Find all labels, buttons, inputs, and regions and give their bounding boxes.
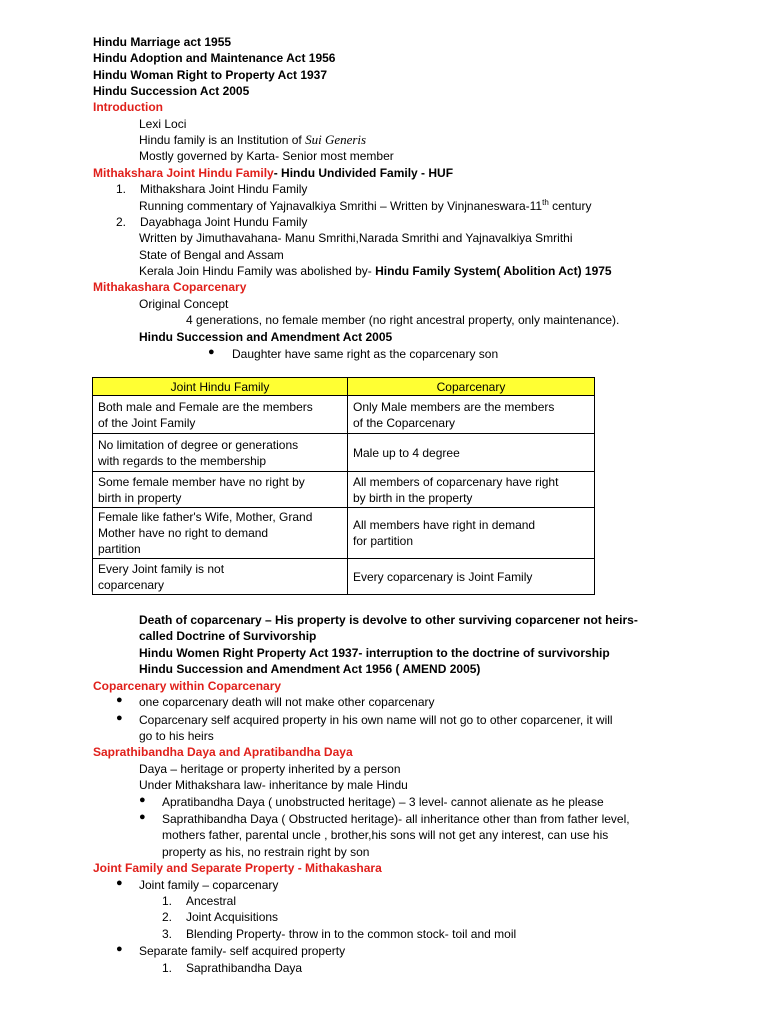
list-item: 3. Blending Property- throw in to the common stock- toil and moil: [162, 927, 517, 941]
cwc-bullet-2-line-2: go to his heirs: [139, 729, 214, 743]
act-line-3: Hindu Woman Right to Property Act 1937: [93, 68, 328, 82]
table-cell: Every coparcenary is Joint Family: [348, 559, 595, 595]
survivorship-line-2: called Doctrine of Survivorship: [139, 629, 317, 643]
cwc-bullet-2-line-1: Coparcenary self acquired property in his own name will not go to other coparcener, it will: [139, 713, 613, 727]
table-header-coparcenary: Coparcenary: [348, 378, 595, 396]
comparison-table: [92, 377, 595, 595]
jfsp-bullet-2: Separate family- self acquired property: [139, 944, 346, 958]
table-cell: All members of coparcenary have right by birth in the property: [348, 472, 595, 508]
list-item: 2. Joint Acquisitions: [162, 910, 279, 924]
table-cell: No limitation of degree or generations with regards to the membership: [93, 434, 348, 472]
bullet-icon: ●: [139, 794, 146, 806]
jfsp-bullet-1: Joint family – coparcenary: [139, 878, 279, 892]
daya-line-1: Daya – heritage or property inherited by a person: [139, 762, 401, 776]
list-item: 1. Ancestral: [162, 894, 237, 908]
table-row: [93, 472, 595, 508]
amend-2005-line: Hindu Succession and Amendment Act 2005: [139, 330, 393, 344]
table-cell: All members have right in demand for partition: [348, 508, 595, 559]
mjhf-item-2-detail-1: Written by Jimuthavahana- Manu Smrithi,Narada Smrithi and Yajnavalkiya Smrithi: [139, 231, 573, 245]
table-cell: Every Joint family is not coparcenary: [93, 559, 348, 595]
table-row: [93, 434, 595, 472]
cwc-heading: Coparcenary within Coparcenary: [93, 679, 282, 693]
daughter-line: Daughter have same right as the coparcenary son: [232, 347, 499, 361]
act-line-4: Hindu Succession Act 2005: [93, 84, 250, 98]
daya-line-2: Under Mithakshara law- inheritance by male Hindu: [139, 778, 408, 792]
mjhf-heading: Mithakshara Joint Hindu Family- Hindu Undivided Family - HUF: [93, 166, 454, 180]
bullet-icon: ●: [116, 943, 123, 955]
table-cell: Some female member have no right by birth in property: [93, 472, 348, 508]
act-line-1: Hindu Marriage act 1955: [93, 35, 232, 49]
table-cell: Only Male members are the members of the Coparcenary: [348, 396, 595, 434]
mjhf-item-2-detail-2: State of Bengal and Assam: [139, 248, 284, 262]
mjhf-item-1-detail: Running commentary of Yajnavalkiya Smrithi – Written by Vinjnaneswara-11th century: [139, 198, 592, 213]
bullet-icon: ●: [208, 346, 215, 358]
list-item: 1. Saprathibandha Daya: [162, 961, 303, 975]
jfsp-heading: Joint Family and Separate Property - Mithakashara: [93, 861, 382, 875]
generations-line: 4 generations, no female member (no right ancestral property, only maintenance).: [186, 313, 620, 327]
survivorship-line-4: Hindu Succession and Amendment Act 1956 ( AMEND 2005): [139, 662, 481, 676]
survivorship-line-1: Death of coparcenary – His property is devolve to other surviving coparcener not heirs-: [139, 613, 638, 627]
table-cell: Male up to 4 degree: [348, 434, 595, 472]
cwc-bullet-1: one coparcenary death will not make other coparcenary: [139, 695, 435, 709]
daya-bullet-2-line-3: property as his, no restrain right by son: [162, 845, 370, 859]
mjhf-item-2: 2. Dayabhaga Joint Hundu Family: [116, 215, 308, 229]
table-header-row: [93, 378, 595, 396]
table-row: [93, 559, 595, 595]
daya-bullet-1: Apratibandha Daya ( unobstructed heritage) – 3 level- cannot alienate as he please: [162, 795, 604, 809]
table-row: [93, 508, 595, 559]
mjhf-item-1: 1. Mithakshara Joint Hindu Family: [116, 182, 308, 196]
survivorship-line-3: Hindu Women Right Property Act 1937- interruption to the doctrine of survivorship: [139, 646, 610, 660]
table-cell: Female like father's Wife, Mother, Grand Mother have no right to demand partition: [93, 508, 348, 559]
daya-bullet-2-line-1: Saprathibandha Daya ( Obstructed heritage)- all inheritance other than from father level,: [162, 812, 630, 826]
act-line-2: Hindu Adoption and Maintenance Act 1956: [93, 51, 336, 65]
daya-heading: Saprathibandha Daya and Apratibandha Daya: [93, 745, 353, 759]
intro-line-2: Hindu family is an Institution of Sui Generis: [139, 132, 367, 147]
bullet-icon: ●: [116, 877, 123, 889]
intro-heading: Introduction: [93, 100, 163, 114]
table-cell: Both male and Female are the members of the Joint Family: [93, 396, 348, 434]
kerala-line: Kerala Join Hindu Family was abolished by- Hindu Family System( Abolition Act) 1975: [139, 264, 612, 278]
intro-line-3: Mostly governed by Karta- Senior most member: [139, 149, 394, 163]
intro-line-1: Lexi Loci: [139, 117, 187, 131]
coparcenary-heading: Mithakashara Coparcenary: [93, 280, 247, 294]
bullet-icon: ●: [116, 712, 123, 724]
sui-generis-text: Sui Generis: [305, 132, 367, 147]
original-concept: Original Concept: [139, 297, 229, 311]
bullet-icon: ●: [139, 811, 146, 823]
table-header-jhf: Joint Hindu Family: [93, 378, 348, 396]
table-row: [93, 396, 595, 434]
bullet-icon: ●: [116, 694, 123, 706]
daya-bullet-2-line-2: mothers father, parental uncle , brother,his sons will not get any interest, can use his: [162, 828, 609, 842]
